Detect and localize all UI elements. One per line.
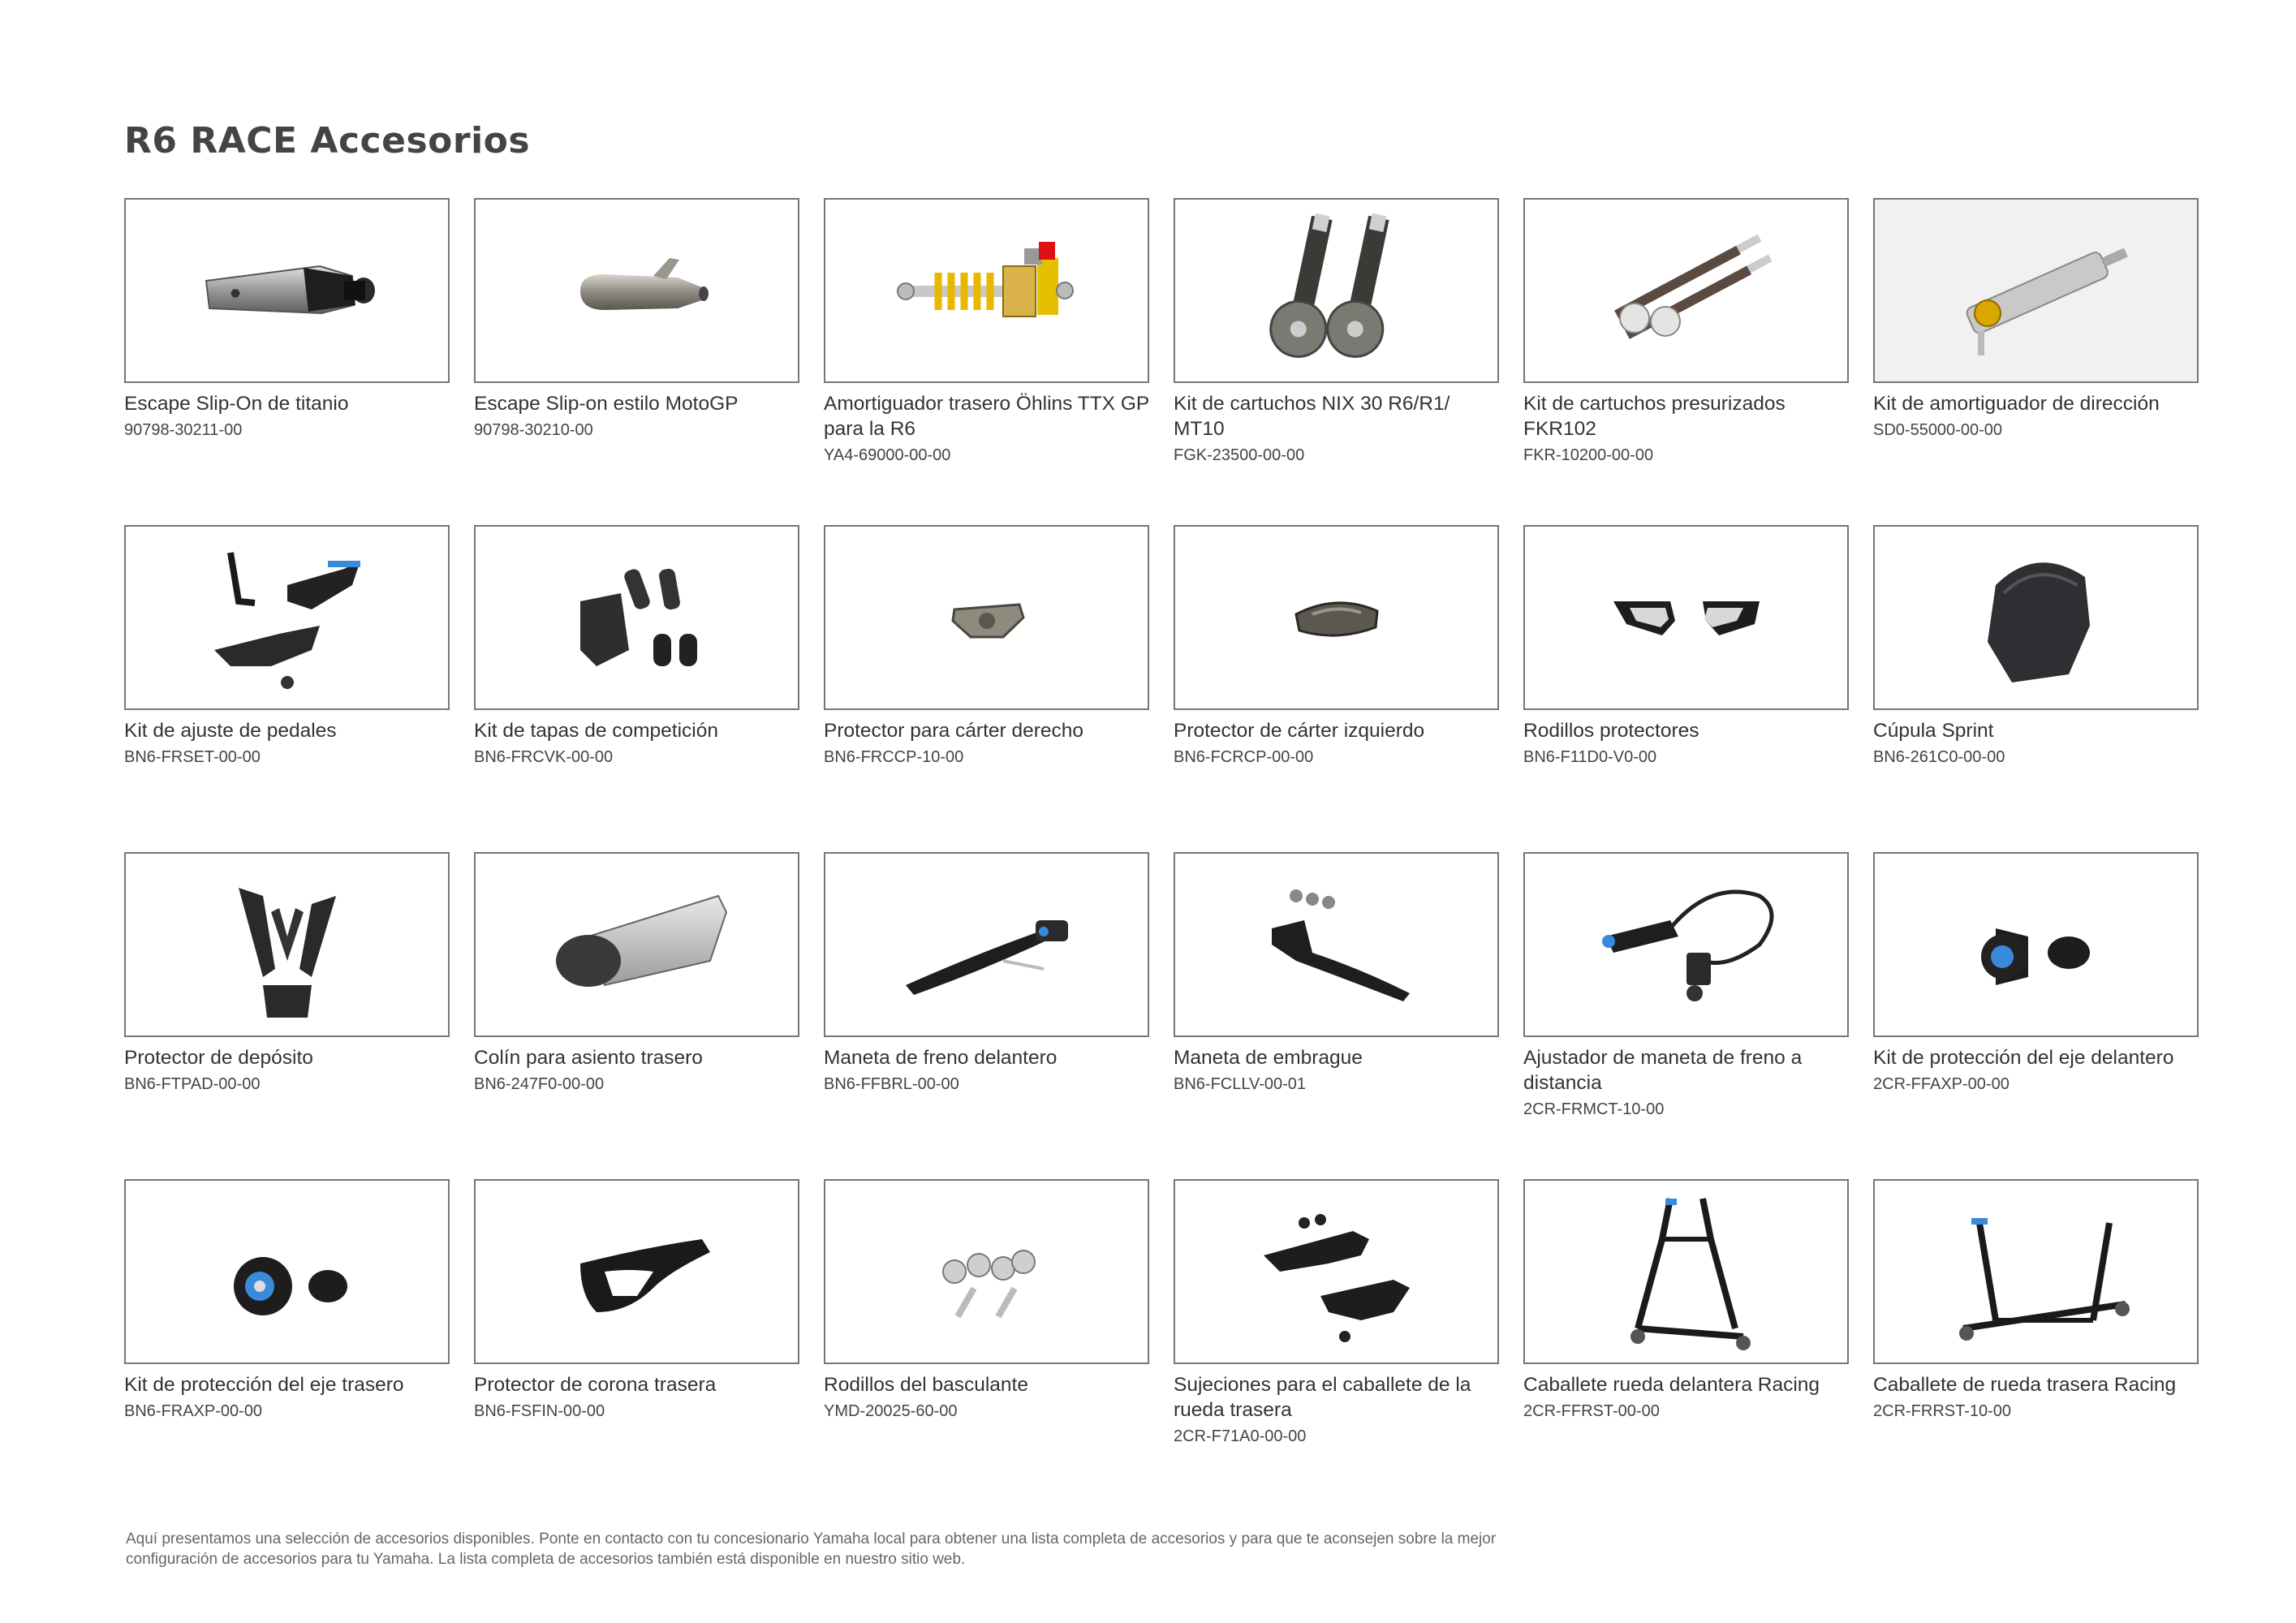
product-image-frame [474,1179,799,1364]
product-name: Protector de corona trasera [474,1374,717,1396]
product-card [1174,852,1499,1179]
product-card [124,525,450,852]
page-title: R6 RACE Accesorios [124,120,531,161]
product-grid [124,198,2199,1506]
product-code: BN6-F11D0-V0-00 [1523,748,1657,766]
product-card [1873,1179,2199,1506]
product-image-frame [1523,852,1849,1037]
product-code: SD0-55000-00-00 [1873,421,2002,439]
pressurized-cartridge-icon [1581,209,1792,372]
stand-hooks-icon [1231,1190,1442,1353]
product-name: Caballete de rueda trasera Racing [1873,1374,2177,1396]
product-image-frame [1174,525,1499,710]
product-card [1523,1179,1849,1506]
product-image-frame [1174,852,1499,1037]
rearset-icon [182,536,393,699]
race-caps-icon [532,536,743,699]
product-image-frame [1174,1179,1499,1364]
product-name: Kit de cartuchos presurizados FKR102 [1523,393,1786,440]
frame-sliders-icon [1581,536,1792,699]
product-code: BN6-FRCCP-10-00 [824,748,964,766]
product-image-frame [1873,198,2199,383]
product-image-frame [1523,198,1849,383]
product-name: Maneta de embrague [1174,1047,1363,1069]
product-code: BN6-FTPAD-00-00 [124,1075,261,1093]
product-image-frame [124,1179,450,1364]
product-name: Sujeciones para el caballete de la rueda trasera [1174,1374,1471,1421]
titanium-exhaust-icon [182,209,393,372]
product-code: 90798-30211-00 [124,421,243,439]
product-card [824,852,1149,1179]
product-name: Rodillos protectores [1523,720,1699,742]
product-image-frame [124,198,450,383]
seat-cowl-icon [532,863,743,1026]
product-card [474,198,799,525]
product-card [124,1179,450,1506]
product-code: BN6-FRAXP-00-00 [124,1402,263,1420]
product-name: Caballete rueda delantera Racing [1523,1374,1820,1396]
product-image-frame [474,852,799,1037]
product-image-frame [124,525,450,710]
left-case-cover-icon [1231,536,1442,699]
product-image-frame [1523,1179,1849,1364]
product-name: Colín para asiento trasero [474,1047,703,1069]
product-image-frame [1523,525,1849,710]
product-card [1174,198,1499,525]
product-code: 2CR-FRRST-10-00 [1873,1402,2012,1420]
product-name: Ajustador de maneta de freno a distancia [1523,1047,1803,1094]
sprocket-guard-icon [532,1190,743,1353]
product-card [1174,525,1499,852]
product-name: Rodillos del basculante [824,1374,1028,1396]
product-name: Kit de amortiguador de dirección [1873,393,2160,415]
product-image-frame [124,852,450,1037]
product-image-frame [474,525,799,710]
product-code: YMD-20025-60-00 [824,1402,958,1420]
product-code: BN6-FRCVK-00-00 [474,748,614,766]
product-code: BN6-FFBRL-00-00 [824,1075,959,1093]
product-card [1174,1179,1499,1506]
product-card [1873,198,2199,525]
product-card [474,1179,799,1506]
product-name: Escape Slip-on estilo MotoGP [474,393,739,415]
product-code: YA4-69000-00-00 [824,446,951,464]
product-code: BN6-247F0-00-00 [474,1075,605,1093]
brake-lever-icon [881,863,1092,1026]
right-case-cover-icon [881,536,1092,699]
product-card [1873,525,2199,852]
product-code: BN6-FCLLV-00-01 [1174,1075,1307,1093]
rear-stand-icon [1931,1190,2142,1353]
windscreen-icon [1931,536,2142,699]
product-card [1523,852,1849,1179]
rear-axle-slider-icon [182,1190,393,1353]
steering-damper-icon [1931,209,2142,372]
product-image-frame [1174,198,1499,383]
clutch-lever-icon [1231,863,1442,1026]
product-code: BN6-FSFIN-00-00 [474,1402,605,1420]
product-name: Amortiguador trasero Öhlins TTX GP para la R6 [824,393,1149,440]
product-image-frame [824,525,1149,710]
product-card [824,198,1149,525]
product-name: Maneta de freno delantero [824,1047,1058,1069]
product-name: Kit de cartuchos NIX 30 R6/R1/ MT10 [1174,393,1450,440]
product-name: Protector para cárter derecho [824,720,1084,742]
product-image-frame [824,198,1149,383]
product-image-frame [824,852,1149,1037]
product-image-frame [824,1179,1149,1364]
front-axle-slider-icon [1931,863,2142,1026]
svg-text:⬣: ⬣ [230,287,240,300]
product-name: Kit de ajuste de pedales [124,720,337,742]
product-code: 2CR-FRMCT-10-00 [1523,1100,1665,1118]
product-code: FGK-23500-00-00 [1174,446,1305,464]
product-card [824,1179,1149,1506]
product-code: 2CR-FFAXP-00-00 [1873,1075,2010,1093]
remote-adjuster-icon [1581,863,1792,1026]
product-card [474,852,799,1179]
product-code: BN6-FRSET-00-00 [124,748,261,766]
rear-shock-icon [881,209,1092,372]
product-name: Kit de protección del eje delantero [1873,1047,2174,1069]
product-card [1523,525,1849,852]
product-card [124,852,450,1179]
fork-cartridge-icon [1231,209,1442,372]
product-code: BN6-261C0-00-00 [1873,748,2005,766]
product-card [1873,852,2199,1179]
motogp-exhaust-icon [532,209,743,372]
product-code: 2CR-FFRST-00-00 [1523,1402,1660,1420]
product-code: 2CR-F71A0-00-00 [1174,1427,1307,1445]
product-card [1523,198,1849,525]
product-image-frame [1873,525,2199,710]
product-code: 90798-30210-00 [474,421,593,439]
product-code: BN6-FCRCP-00-00 [1174,748,1314,766]
product-card [124,198,450,525]
front-stand-icon [1581,1190,1792,1353]
product-name: Kit de protección del eje trasero [124,1374,404,1396]
product-code: FKR-10200-00-00 [1523,446,1654,464]
product-name: Cúpula Sprint [1873,720,1994,742]
swingarm-spools-icon [881,1190,1092,1353]
product-name: Protector de depósito [124,1047,313,1069]
product-name: Kit de tapas de competición [474,720,718,742]
product-name: Escape Slip-On de titanio [124,393,349,415]
product-name: Protector de cárter izquierdo [1174,720,1425,742]
tank-pad-icon [182,863,393,1026]
product-image-frame [474,198,799,383]
product-image-frame [1873,1179,2199,1364]
product-card [474,525,799,852]
footnote: Aquí presentamos una selección de accesorios disponibles. Ponte en contacto con tu concesionario Yamaha local para obtener una lista completa de accesorios y para que te aconsejen sobre la mejor configuración de accesorios para tu Yamaha. La lista completa de accesorios también está disponible en nuestro sitio web. [126,1530,1497,1568]
product-card [824,525,1149,852]
product-image-frame [1873,852,2199,1037]
